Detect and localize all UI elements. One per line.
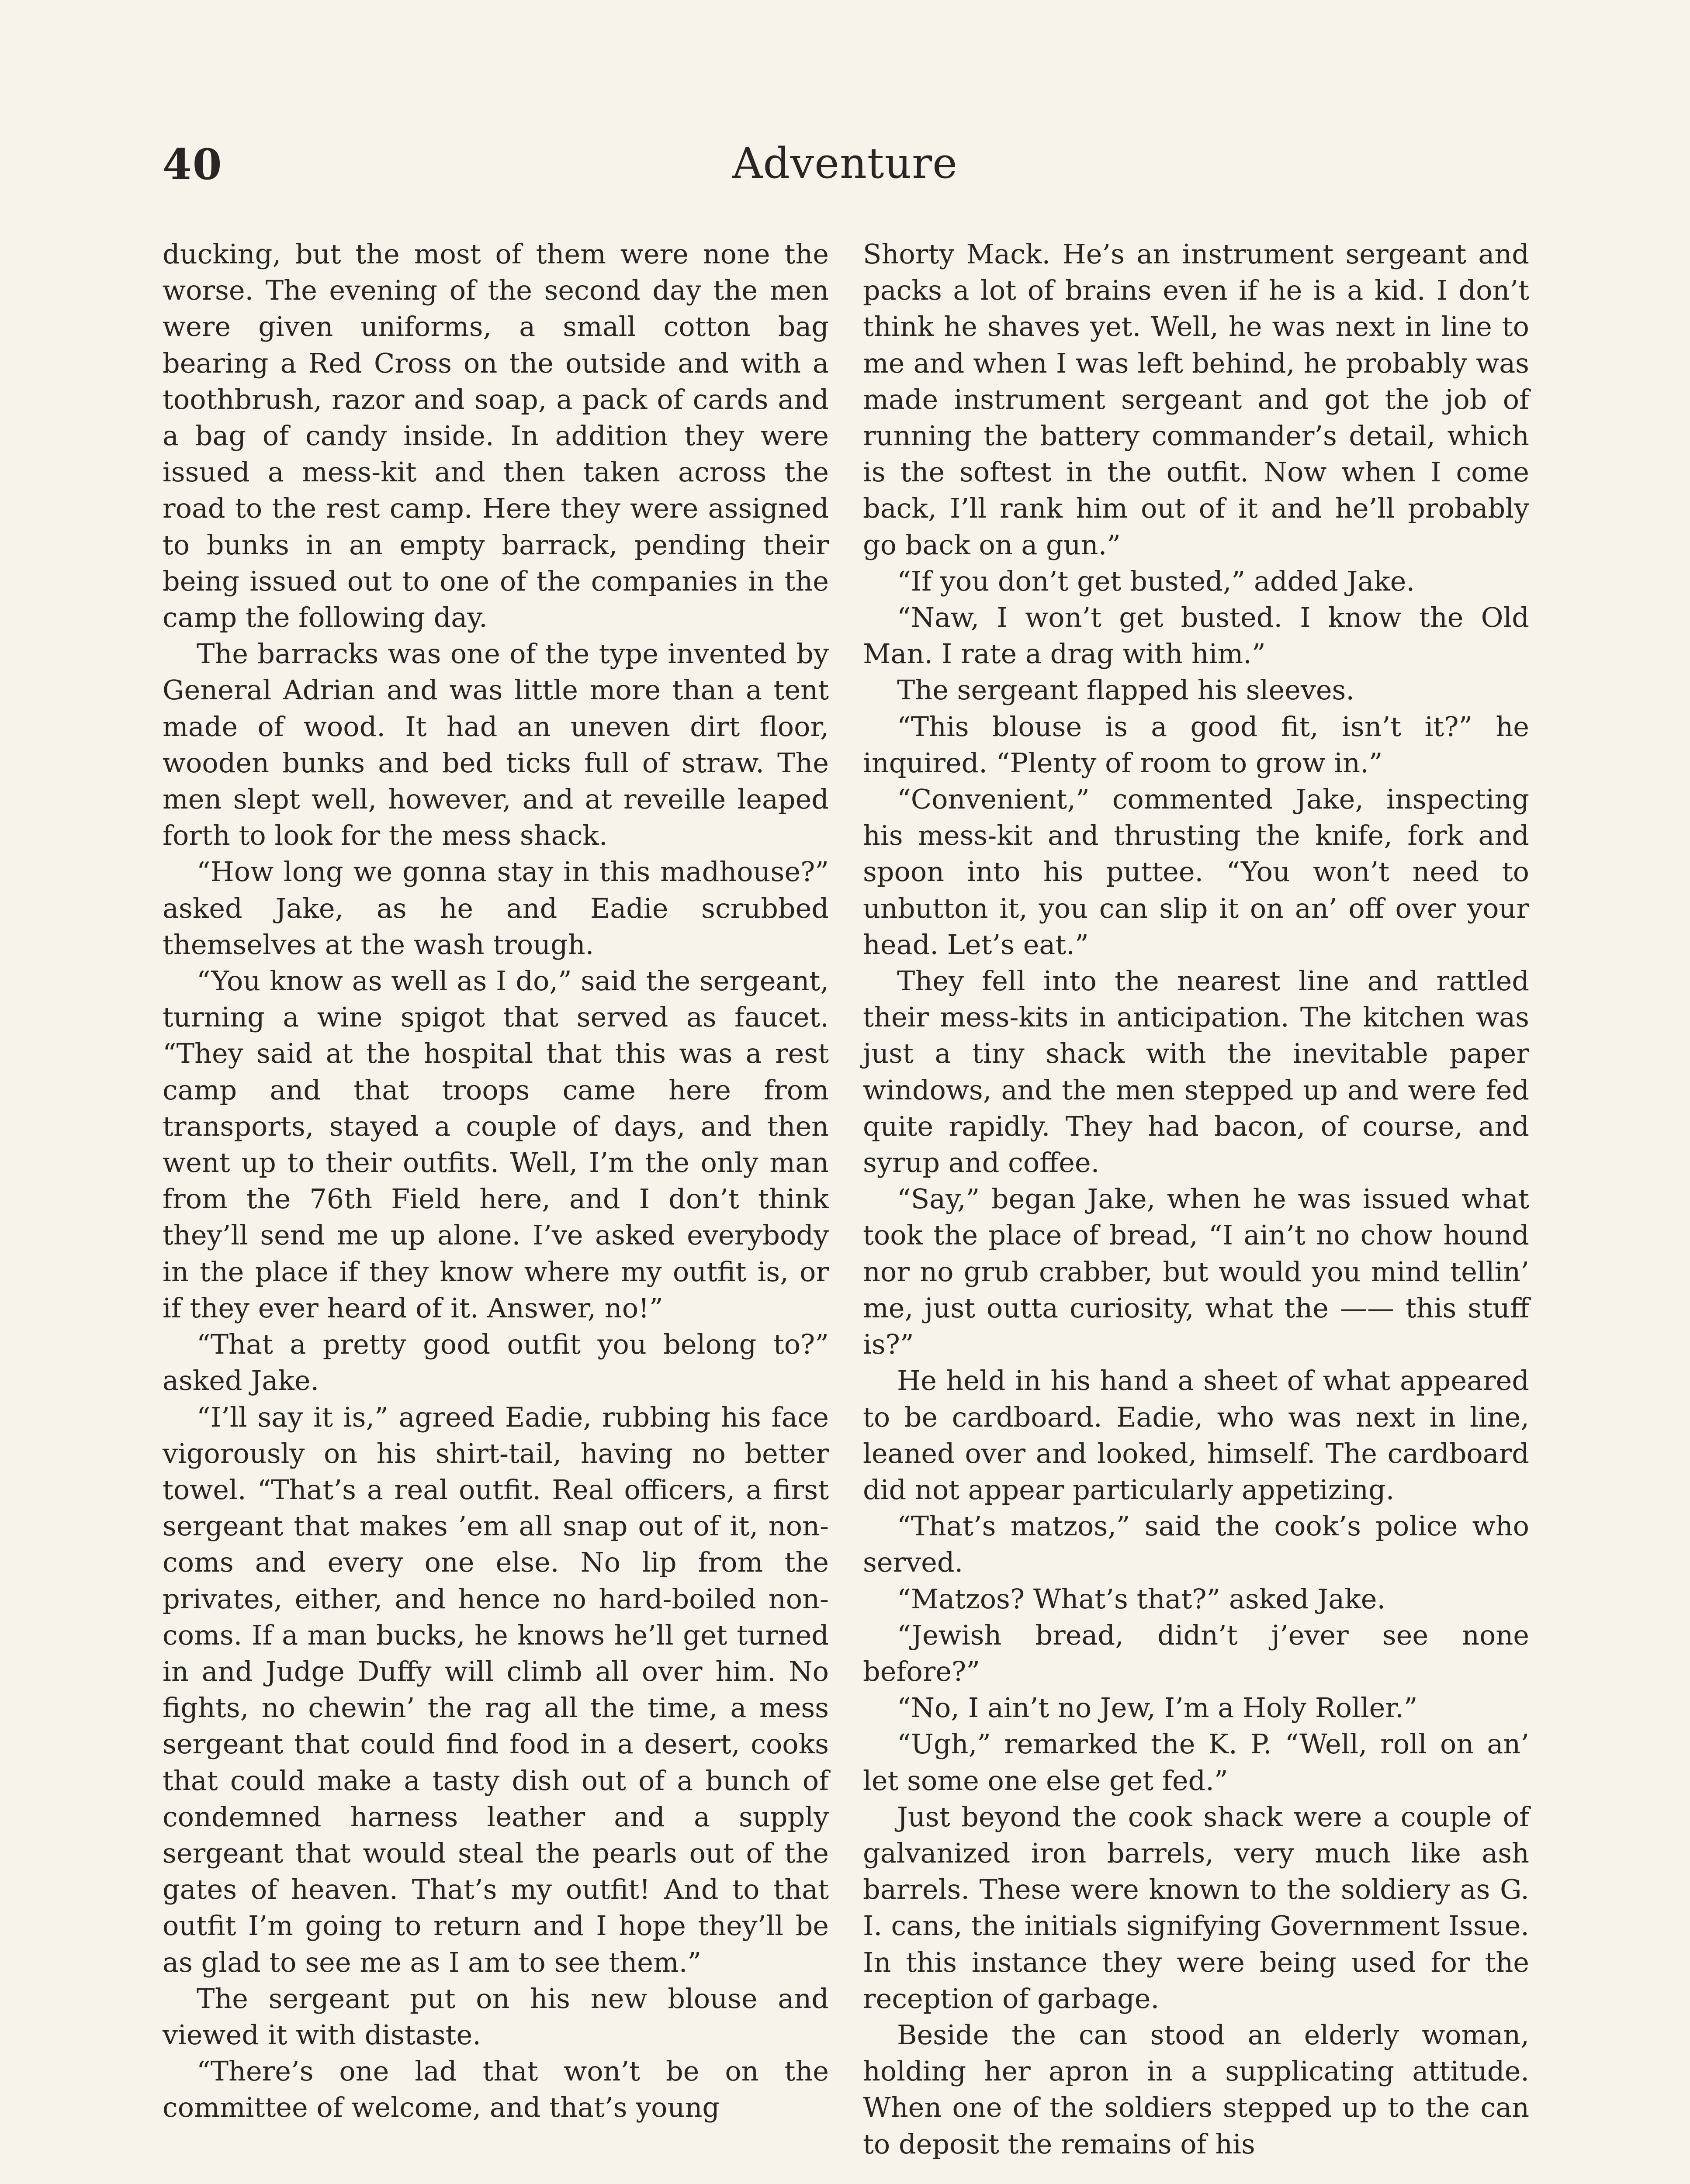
- paragraph: “You know as well as I do,” said the sergeant, turning a wine spigot that served as faucet. “They said at the hospital that this was a rest camp and that troops came here from transports, stayed a couple of days, and then went up to their outfits. Well, I’m the only man from the 76th Field here, and I don’t think they’ll send me up alone. I’ve asked everybody in the place if they know where my outfit is, or if they ever heard of it. Answer, no!”: [163, 965, 829, 1324]
- paragraph: “Naw, I won’t get busted. I know the Old Man. I rate a drag with him.”: [863, 601, 1529, 670]
- paragraph: The barracks was one of the type invented by General Adrian and was little more than a tent made of wood. It had an uneven dirt floor, wooden bunks and bed ticks full of straw. The men slept well, however, and at reveille leaped forth to look for the mess shack.: [163, 638, 829, 852]
- paragraph: They fell into the nearest line and rattled their mess-kits in anticipation. The kitchen was just a tiny shack with the inevitable paper windows, and the men stepped up and were fed quite rapidly. They had bacon, of course, and syrup and coffee.: [863, 965, 1529, 1179]
- paragraph: “Jewish bread, didn’t j’ever see none before?”: [863, 1619, 1529, 1687]
- paragraph: Beside the can stood an elderly woman, holding her apron in a supplicating attitude. When one of the soldiers stepped up to the can to deposit the remains of his: [863, 2018, 1529, 2160]
- left-column: [163, 236, 829, 2126]
- paragraph: “Matzos? What’s that?” asked Jake.: [897, 1583, 1386, 1615]
- running-head-title: Adventure: [732, 139, 958, 188]
- paragraph: “There’s one lad that won’t be on the committee of welcome, and that’s young: [163, 2055, 829, 2124]
- paragraph: “If you don’t get busted,” added Jake.: [897, 565, 1415, 597]
- paragraph: “Convenient,” commented Jake, inspecting his mess-kit and thrusting the knife, fork and spoon into his puttee. “You won’t need to unbutton it, you can slip it on an’ off over your head. Let’s eat.”: [863, 783, 1529, 961]
- paragraph: “That a pretty good outfit you belong to?” asked Jake.: [163, 1328, 829, 1397]
- paragraph: “I’ll say it is,” agreed Eadie, rubbing his face vigorously on his shirt-tail, having no better towel. “That’s a real outfit. Real officers, a first sergeant that makes ’em all snap out of it, non-coms and every one else. No lip from the privates, either, and hence no hard-boiled non-coms. If a man bucks, he knows he’ll get turned in and Judge Duffy will climb all over him. No fights, no chewin’ the rag all the time, a mess sergeant that could find food in a desert, cooks that could make a tasty dish out of a bunch of condemned harness leather and a supply sergeant that would steal the pearls out of the gates of heaven. That’s my outfit! And to that outfit I’m going to return and I hope they’ll be as glad to see me as I am to see them.”: [163, 1401, 829, 1978]
- paragraph: The sergeant put on his new blouse and viewed it with distaste.: [163, 1982, 829, 2051]
- paragraph: “No, I ain’t no Jew, I’m a Holy Roller.”: [897, 1692, 1418, 1724]
- paragraph: “This blouse is a good fit, isn’t it?” he inquired. “Plenty of room to grow in.”: [863, 710, 1529, 779]
- page-number: 40: [163, 140, 223, 189]
- paragraph: “Ugh,” remarked the K. P. “Well, roll on an’ let some one else get fed.”: [863, 1728, 1529, 1797]
- paragraph: ducking, but the most of them were none the worse. The evening of the second day the men were given uniforms, a small cotton bag bearing a Red Cross on the outside and with a toothbrush, razor and soap, a pack of cards and a bag of candy inside. In addition they were issued a mess-kit and then taken across the road to the rest camp. Here they were assigned to bunks in an empty barrack, pending their being issued out to one of the companies in the camp the following day.: [163, 238, 829, 634]
- paragraph: Just beyond the cook shack were a couple of galvanized iron barrels, very much like ash barrels. These were known to the soldiery as G. I. cans, the initials signifying Government Issue. In this instance they were being used for the reception of garbage.: [863, 1800, 1529, 2015]
- paragraph: The sergeant flapped his sleeves.: [897, 674, 1355, 706]
- paragraph: “How long we gonna stay in this madhouse?” asked Jake, as he and Eadie scrubbed themselves at the wash trough.: [163, 856, 829, 961]
- paragraph: “Say,” began Jake, when he was issued what took the place of bread, “I ain’t no chow hound nor no grub crabber, but would you mind tellin’ me, just outta curiosity, what the —— this stuff is?”: [863, 1183, 1529, 1361]
- paragraph: He held in his hand a sheet of what appeared to be cardboard. Eadie, who was next in line, leaned over and looked, himself. The cardboard did not appear particularly appetizing.: [863, 1365, 1529, 1506]
- paragraph: Shorty Mack. He’s an instrument sergeant and packs a lot of brains even if he is a kid. I don’t think he shaves yet. Well, he was next in line to me and when I was left behind, he probably was made instrument sergeant and got the job of running the battery commander’s detail, which is the softest in the outfit. Now when I come back, I’ll rank him out of it and he’ll probably go back on a gun.”: [863, 238, 1529, 561]
- right-column: [863, 236, 1529, 2162]
- paragraph: “That’s matzos,” said the cook’s police who served.: [863, 1510, 1529, 1579]
